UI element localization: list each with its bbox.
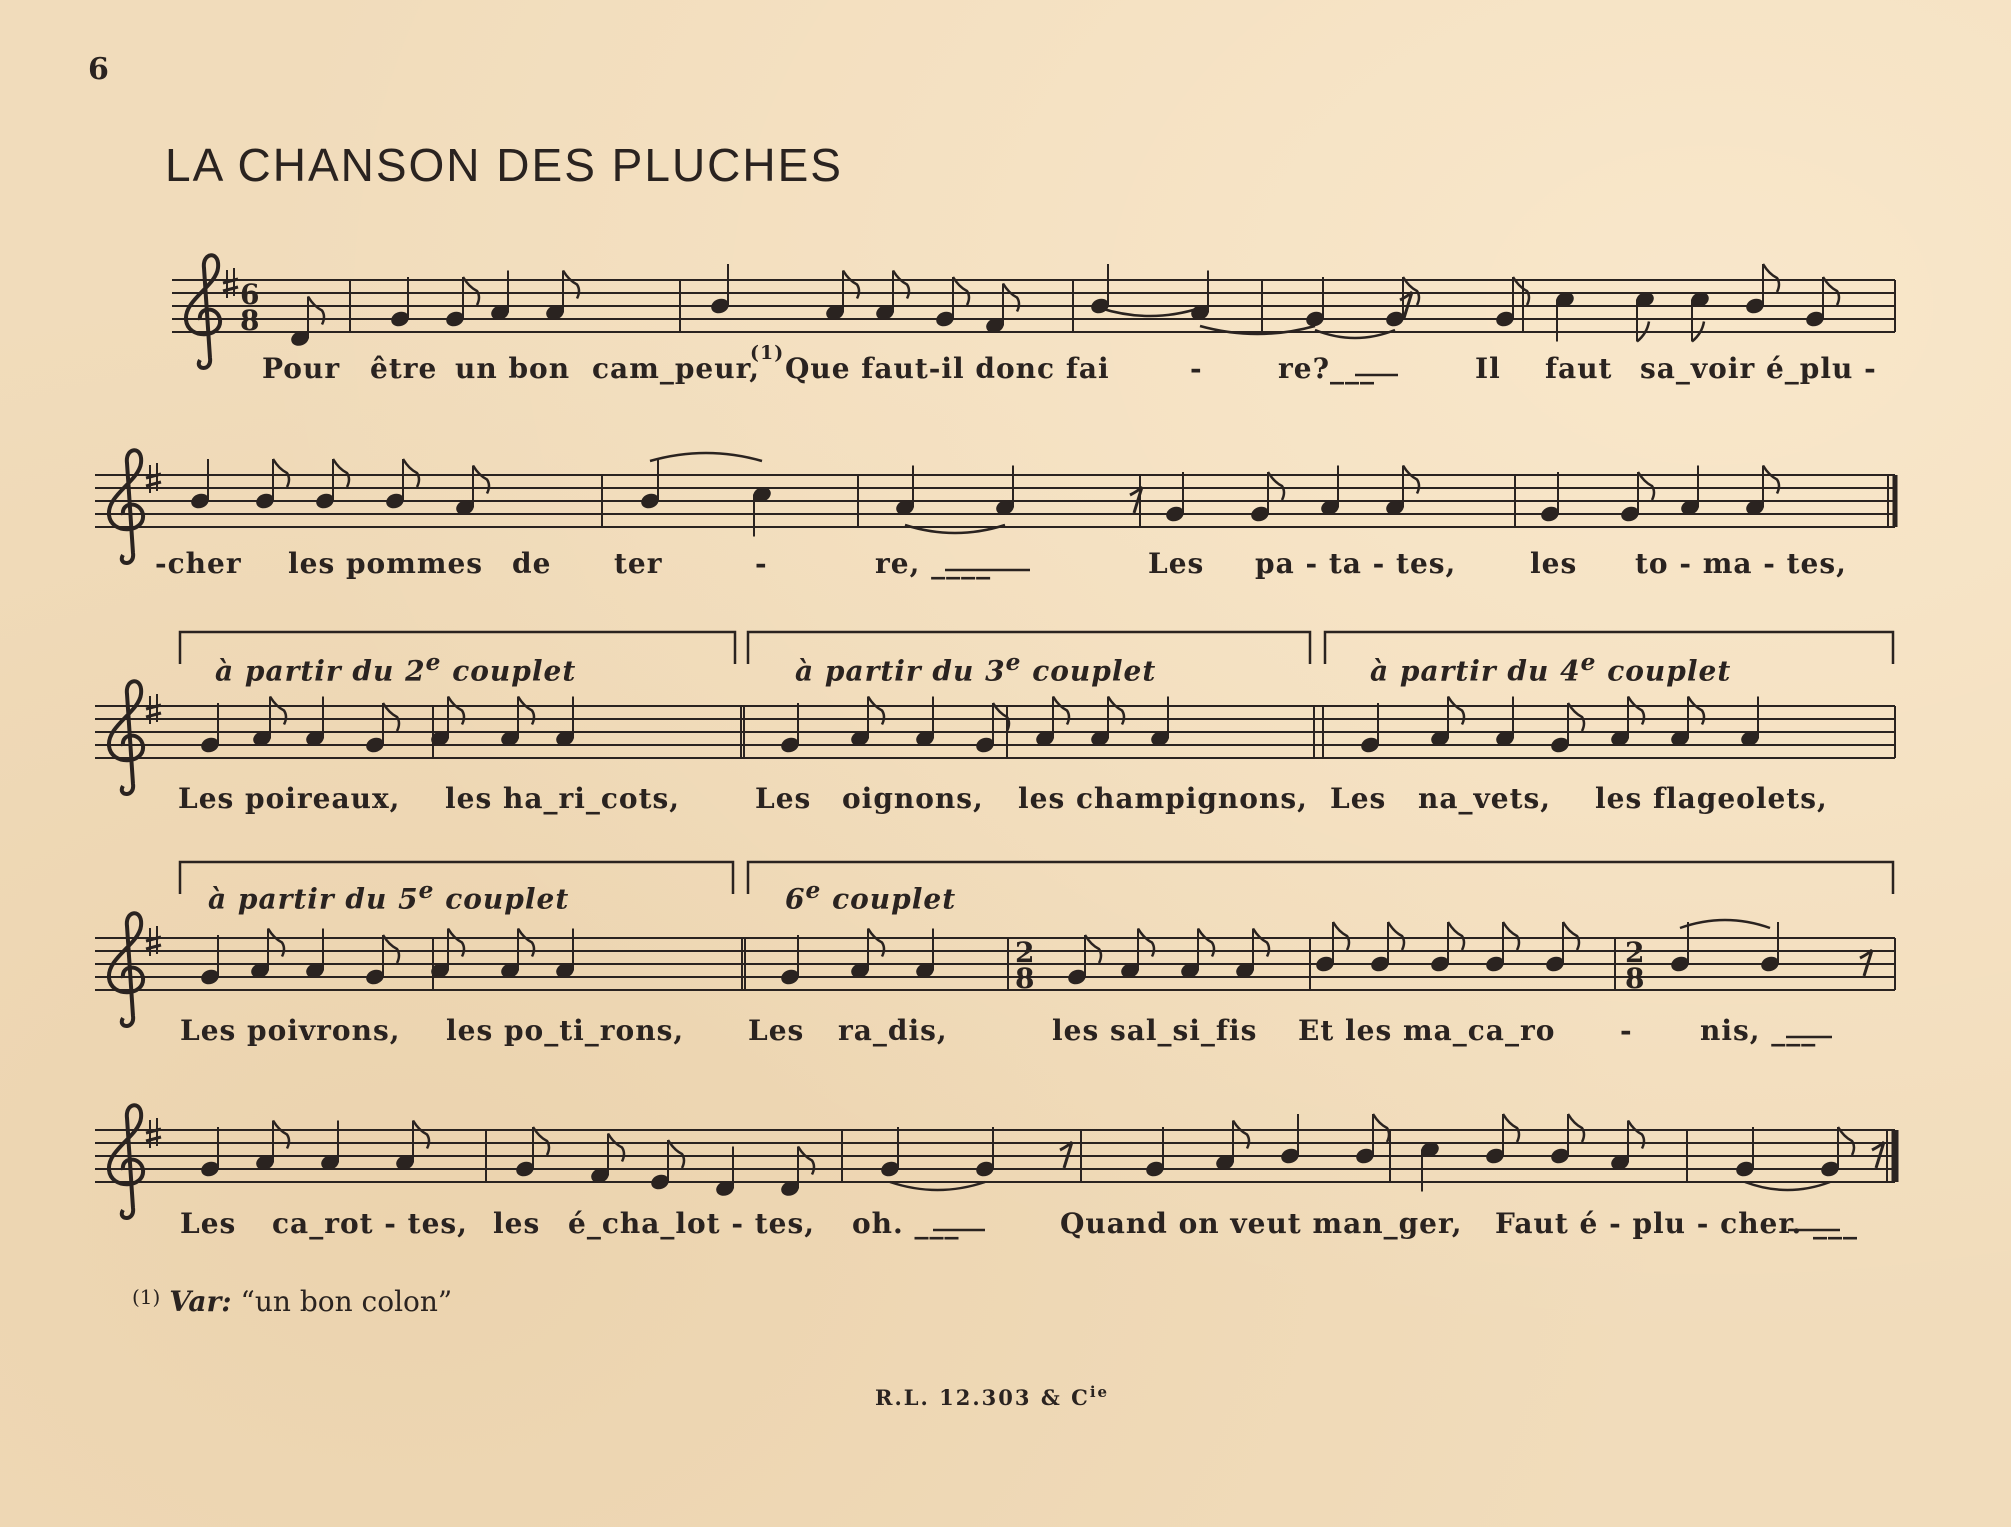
treble-clef-icon bbox=[109, 1105, 143, 1218]
note-flag bbox=[518, 929, 534, 957]
time-signature: 8 bbox=[1625, 962, 1645, 995]
lyric: les pommes bbox=[288, 547, 484, 580]
lyric: na_vets, bbox=[1418, 782, 1552, 815]
lyric: les champignons, bbox=[1018, 782, 1308, 815]
note-flag bbox=[1638, 472, 1654, 500]
lyric: pa - ta - tes, bbox=[1255, 547, 1457, 580]
note-flag bbox=[1198, 929, 1214, 957]
lyric: oignons, bbox=[842, 782, 984, 815]
note-flag bbox=[1053, 697, 1069, 725]
time-signature: 8 bbox=[1015, 962, 1035, 995]
note-flag bbox=[1763, 264, 1779, 292]
note-flag bbox=[473, 466, 489, 494]
lyric: - bbox=[1620, 1014, 1633, 1047]
note-flag bbox=[1503, 922, 1519, 950]
treble-clef-icon bbox=[186, 255, 220, 368]
page-title: LA CHANSON DES PLUCHES bbox=[165, 139, 843, 191]
time-signature: 8 bbox=[240, 304, 260, 337]
printer-mark: R.L. 12.303 & $C^{ie}$ bbox=[875, 1383, 1110, 1410]
note-flag bbox=[1568, 1114, 1584, 1142]
treble-clef-icon bbox=[109, 681, 143, 794]
lyric: Les poivrons, bbox=[180, 1014, 401, 1047]
footnote bbox=[132, 1285, 452, 1318]
time-signature: 6 bbox=[240, 278, 260, 311]
lyric: Faut é - plu - cher. ___ bbox=[1495, 1207, 1859, 1240]
lyric: un bon bbox=[455, 352, 571, 385]
note-flag bbox=[403, 459, 419, 487]
lyric: ra_dis, bbox=[838, 1014, 948, 1047]
note-flag bbox=[448, 929, 464, 957]
note-flag bbox=[1403, 466, 1419, 494]
lyric: les flageolets, bbox=[1595, 782, 1828, 815]
note-flag bbox=[1763, 466, 1779, 494]
note-flag bbox=[1568, 703, 1584, 731]
note-flag bbox=[383, 703, 399, 731]
note-flag bbox=[1688, 697, 1704, 725]
lyric: Les poireaux, bbox=[178, 782, 401, 815]
note-flag bbox=[1333, 922, 1349, 950]
volta-label: 6e couplet bbox=[785, 876, 957, 916]
lyric: re, ____ bbox=[875, 547, 992, 580]
note-flag bbox=[273, 459, 289, 487]
note-flag bbox=[1448, 922, 1464, 950]
staves bbox=[95, 255, 1895, 1230]
note-flag bbox=[268, 929, 284, 957]
sharp-icon bbox=[146, 945, 161, 949]
note-flag bbox=[413, 1121, 429, 1149]
lyric: Les bbox=[1148, 547, 1205, 580]
lyric: oh. ___ bbox=[852, 1207, 960, 1240]
note-flag bbox=[953, 277, 969, 305]
lyric: Et les ma_ca_ro bbox=[1298, 1014, 1556, 1047]
lyric: Les bbox=[748, 1014, 805, 1047]
lyric: Que faut-il donc fai bbox=[785, 352, 1110, 385]
note-flag bbox=[1233, 1121, 1249, 1149]
note-flag bbox=[1388, 922, 1404, 950]
lyric: nis, ___ bbox=[1700, 1014, 1817, 1047]
lyric: ter bbox=[614, 547, 663, 580]
tie bbox=[890, 1182, 985, 1190]
note-flag bbox=[798, 1147, 814, 1175]
note-flag bbox=[1138, 929, 1154, 957]
lyric: -cher bbox=[155, 547, 242, 580]
note-flag bbox=[1823, 277, 1839, 305]
lyric: les sal_si_fis bbox=[1052, 1014, 1258, 1047]
lyric: les bbox=[493, 1207, 541, 1240]
volta-label: à partir du 4e couplet bbox=[1370, 648, 1732, 688]
tie bbox=[1100, 308, 1200, 316]
page-number: 6 bbox=[88, 52, 109, 87]
note-flag bbox=[308, 297, 324, 325]
note-flag bbox=[868, 929, 884, 957]
note-flag bbox=[868, 697, 884, 725]
footnote-var: Var: bbox=[169, 1285, 232, 1318]
lyric: Pour bbox=[262, 352, 341, 385]
footnote-mark: (1) bbox=[132, 1285, 161, 1309]
note-flag bbox=[1003, 284, 1019, 312]
note-flag bbox=[1513, 277, 1529, 305]
footnote-text: “un bon colon” bbox=[240, 1285, 453, 1318]
lyric: les po_ti_rons, bbox=[446, 1014, 685, 1047]
lyric: de bbox=[512, 547, 552, 580]
treble-clef-icon bbox=[109, 913, 143, 1026]
lyric: to - ma - tes, bbox=[1635, 547, 1847, 580]
sharp-icon bbox=[223, 287, 238, 291]
lyric: re?___ bbox=[1278, 352, 1375, 385]
lyric: être bbox=[370, 352, 438, 385]
note-flag bbox=[333, 459, 349, 487]
lyric: Il bbox=[1475, 352, 1501, 385]
lyric: Quand on veut man_ger, bbox=[1060, 1207, 1463, 1240]
note-flag bbox=[1838, 1127, 1854, 1155]
note-flag bbox=[608, 1134, 624, 1162]
note-flag bbox=[518, 697, 534, 725]
note-flag bbox=[1373, 1114, 1389, 1142]
lyric: Les bbox=[180, 1207, 237, 1240]
lyric: cam_peur, bbox=[592, 352, 761, 385]
note-flag bbox=[843, 271, 859, 299]
lyric: - bbox=[755, 547, 768, 580]
footnote-ref: (1) bbox=[750, 342, 785, 364]
note-flag bbox=[893, 271, 909, 299]
lyric: sa_voir é_plu - bbox=[1640, 352, 1877, 385]
volta-label: à partir du 3e couplet bbox=[795, 648, 1157, 688]
volta-label: à partir du 2e couplet bbox=[215, 648, 577, 688]
lyric: Les bbox=[755, 782, 812, 815]
time-signature: 2 bbox=[1625, 936, 1645, 969]
lyric: les ha_ri_cots, bbox=[445, 782, 681, 815]
volta-label: à partir du 5e couplet bbox=[208, 876, 570, 916]
sharp-icon bbox=[146, 713, 161, 717]
note-flag bbox=[383, 935, 399, 963]
tie bbox=[1680, 920, 1770, 928]
lyric: - bbox=[1190, 352, 1203, 385]
lyric: é_cha_lot - tes, bbox=[568, 1207, 815, 1240]
note-flag bbox=[1448, 697, 1464, 725]
sharp-icon bbox=[146, 482, 161, 486]
note-flag bbox=[1628, 697, 1644, 725]
note-flag bbox=[1628, 1121, 1644, 1149]
note-flag bbox=[1563, 922, 1579, 950]
note-flag bbox=[448, 697, 464, 725]
note-flag bbox=[533, 1127, 549, 1155]
lyric: faut bbox=[1545, 352, 1613, 385]
note-flag bbox=[1503, 1114, 1519, 1142]
note-flag bbox=[563, 271, 579, 299]
lyric: les bbox=[1530, 547, 1578, 580]
note-flag bbox=[273, 1121, 289, 1149]
note-flag bbox=[1085, 935, 1101, 963]
treble-clef-icon bbox=[109, 450, 143, 563]
time-signature: 2 bbox=[1015, 936, 1035, 969]
sharp-icon bbox=[146, 1137, 161, 1141]
note-flag bbox=[668, 1140, 684, 1168]
lyric: ca_rot - tes, bbox=[272, 1207, 468, 1240]
note-flag bbox=[1108, 697, 1124, 725]
note-flag bbox=[463, 277, 479, 305]
lyric: Les bbox=[1330, 782, 1387, 815]
tie bbox=[1745, 1182, 1830, 1190]
note-flag bbox=[1253, 929, 1269, 957]
note-flag bbox=[270, 697, 286, 725]
tie bbox=[650, 453, 762, 461]
note-flag bbox=[1268, 472, 1284, 500]
